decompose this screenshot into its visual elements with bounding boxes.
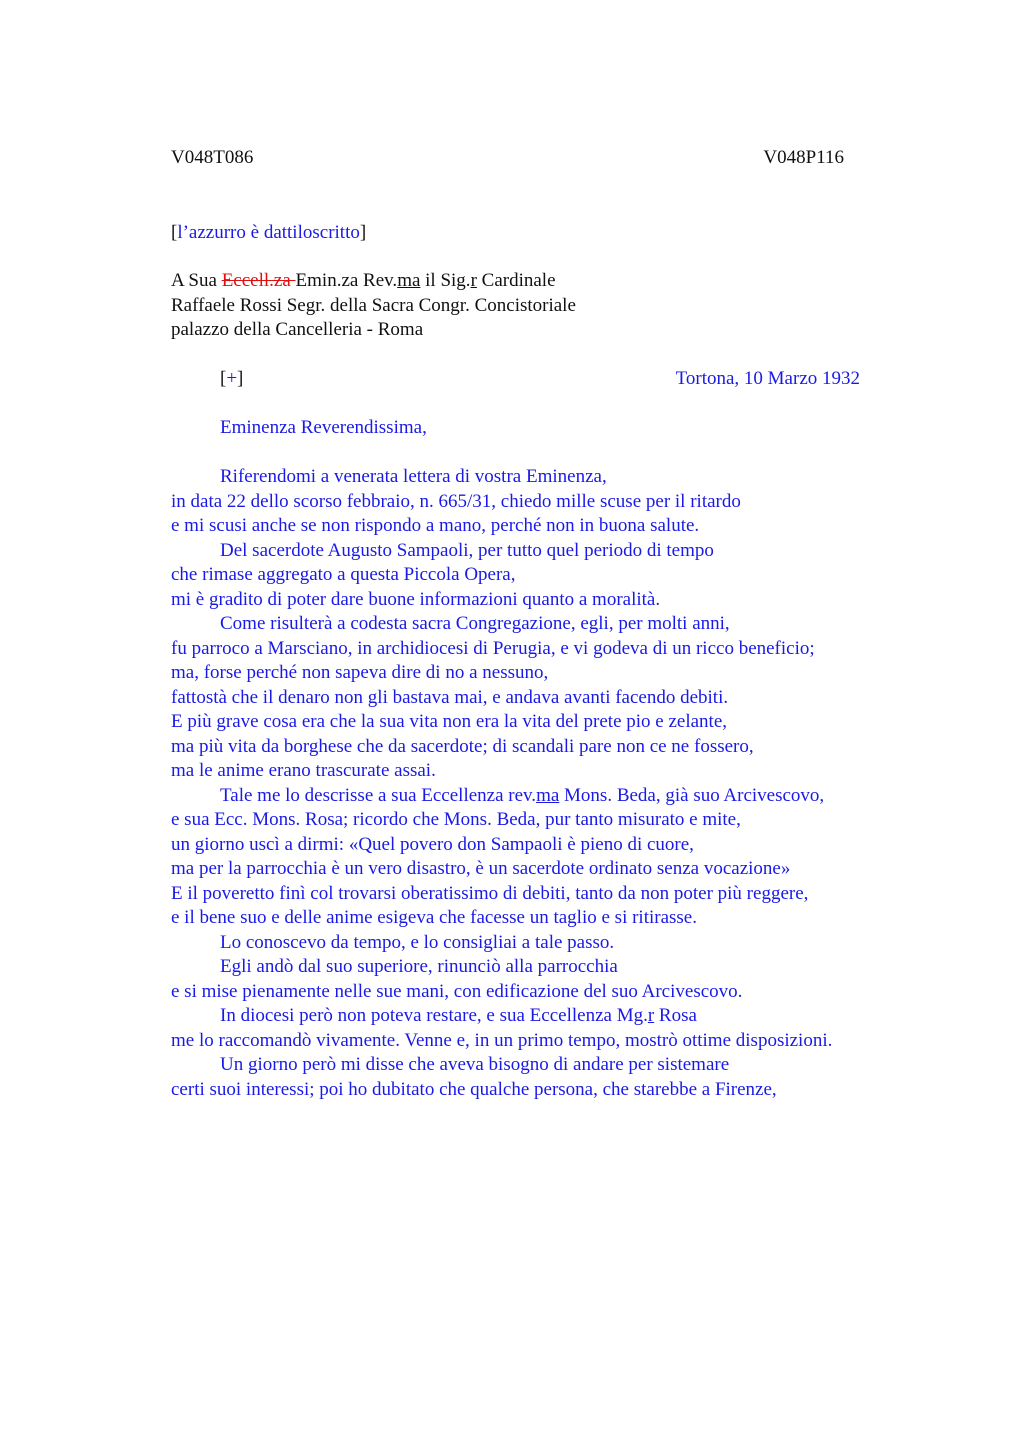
superscript-ma: ma [397,270,421,291]
body-line: E il poveretto finì col trovarsi oberatissimo di debiti, tanto da non poter più reggere, [171,883,809,904]
header-left-code: V048T086 [171,147,254,168]
body-line: Egli andò dal suo superiore, rinunciò alla parrocchia [220,956,618,977]
body-line [220,1004,697,1028]
address-line-1 [171,269,556,293]
body-line: e sua Ecc. Mons. Rosa; ricordo che Mons. Beda, pur tanto misurato e mite, [171,809,741,830]
body-line: Come risulterà a codesta sacra Congregazione, egli, per molti anni, [220,613,730,634]
note-text: l’azzurro è dattiloscritto [177,222,360,243]
body-line: un giorno uscì a dirmi: «Quel povero don Sampaoli è pieno di cuore, [171,834,694,855]
body-line: me lo raccomandò vivamente. Venne e, in un primo tempo, mostrò ottime disposizioni. [171,1030,833,1051]
cross-mark [220,367,243,391]
address-line-3: palazzo della Cancelleria - Roma [171,319,424,340]
body-line-text: In diocesi però non poteva restare, e sua Eccellenza Mg. [220,1005,648,1026]
body-line: che rimase aggregato a questa Piccola Opera, [171,564,516,585]
body-line-text: Tale me lo descrisse a sua Eccellenza rev. [220,785,537,806]
body-line: certi suoi interessi; poi ho dubitato che qualche persona, che starebbe a Firenze, [171,1079,777,1100]
address-cardinale: Cardinale [476,270,556,291]
body-line: in data 22 dello scorso febbraio, n. 665/31, chiedo mille scuse per il ritardo [171,491,741,512]
header-right-code: V048P116 [763,147,844,168]
body-line: e il bene suo e delle anime esigeva che facesse un taglio e si ritirasse. [171,907,697,928]
address-line-2: Raffaele Rossi Segr. della Sacra Congr. Concistoriale [171,295,576,316]
superscript-r: r [647,1005,655,1026]
body-line: ma, forse perché non sapeva dire di no a nessuno, [171,662,549,683]
cross-close-bracket: ] [237,368,244,389]
cross-open-bracket: [ [220,368,227,389]
body-line: Lo conoscevo da tempo, e lo consigliai a tale passo. [220,932,615,953]
body-line: e mi scusi anche se non rispondo a mano, perché non in buona salute. [171,515,700,536]
body-line [220,784,824,808]
struck-title: Eccell.za [221,270,296,291]
body-line: ma per la parrocchia è un vero disastro, è un sacerdote ordinato senza vocazione» [171,858,791,879]
address-emin: Emin.za Rev. [295,270,398,291]
body-line-text: Mons. Beda, già suo Arcivescovo, [559,785,825,806]
salutation: Eminenza Reverendissima, [220,417,427,438]
body-line: fattostà che il denaro non gli bastava mai, e andava avanti facendo debiti. [171,687,729,708]
body-line-text: Rosa [654,1005,697,1026]
superscript-r: r [470,270,477,291]
address-prefix: A Sua [171,270,222,291]
superscript-ma: ma [536,785,560,806]
note-open-bracket: [ [171,222,178,243]
address-sig: il Sig. [420,270,471,291]
body-line: mi è gradito di poter dare buone informazioni quanto a moralità. [171,589,661,610]
body-line: fu parroco a Marsciano, in archidiocesi di Perugia, e vi godeva di un ricco beneficio; [171,638,815,659]
body-line: Del sacerdote Augusto Sampaoli, per tutto quel periodo di tempo [220,540,714,561]
body-line: E più grave cosa era che la sua vita non era la vita del prete pio e zelante, [171,711,728,732]
body-line: Un giorno però mi disse che aveva bisogno di andare per sistemare [220,1054,730,1075]
note-close-bracket: ] [359,222,367,243]
body-line: ma le anime erano trascurate assai. [171,760,436,781]
cross-icon: + [226,368,238,389]
editorial-note [171,221,366,245]
body-line: ma più vita da borghese che da sacerdote; di scandali pare non ce ne fossero, [171,736,754,757]
body-line: e si mise pienamente nelle sue mani, con edificazione del suo Arcivescovo. [171,981,743,1002]
body-line: Riferendomi a venerata lettera di vostra Eminenza, [220,466,607,487]
dateline: Tortona, 10 Marzo 1932 [675,368,860,389]
